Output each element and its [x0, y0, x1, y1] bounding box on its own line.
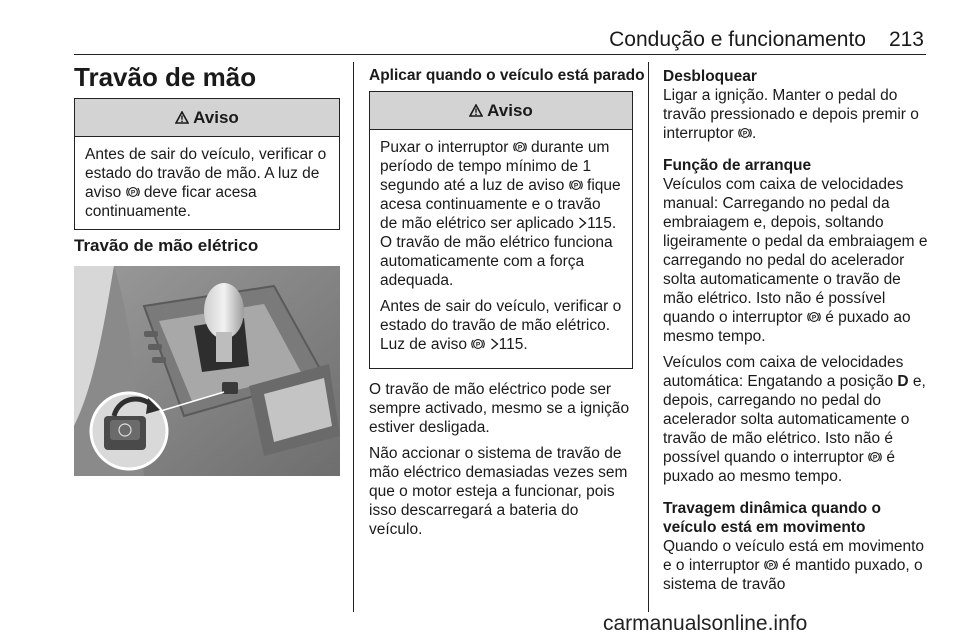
svg-text:P: P [476, 341, 481, 349]
warning-header [75, 99, 339, 137]
page-header [74, 24, 926, 55]
svg-text:P: P [130, 189, 135, 197]
page-reference-arrow-icon [578, 217, 587, 229]
parking-brake-photo [74, 266, 340, 476]
parking-brake-icon [738, 126, 752, 140]
subheading: Desbloquear [663, 68, 757, 85]
column-divider [648, 62, 649, 612]
warning-text: Antes de sair do veículo, verificar o estado do travão de mão. A luz de aviso P deve ficar acesa continuamente. [85, 146, 327, 220]
warning-triangle-icon [175, 111, 189, 124]
section-heading: Travão de mão [74, 62, 257, 92]
warning-box [74, 98, 340, 230]
body-text [369, 380, 635, 546]
parking-brake-icon [126, 185, 140, 199]
subheading: Função de arranque [663, 157, 812, 174]
warning-triangle-icon [469, 104, 483, 117]
svg-text:P: P [742, 130, 748, 138]
paragraph: Não accionar o sistema de travão de mão eléctrico demasiadas vezes sem que o motor esteja a funcionar, pois isso descarregará a bateria do veículo. [369, 445, 628, 538]
parking-brake-icon [868, 450, 882, 464]
svg-text:P: P [768, 562, 773, 570]
header-title: Condução e funcionamento [609, 28, 866, 51]
paragraph: O travão de mão eléctrico pode ser sempre activado, mesmo se a ignição estiver desligada. [369, 381, 630, 436]
page-number: 213 [888, 28, 924, 51]
parking-brake-icon [807, 310, 821, 324]
subheading: Travagem dinâmica quando o veículo está em movimento [663, 500, 881, 536]
svg-text:P: P [811, 314, 817, 322]
warning-box [369, 91, 633, 369]
svg-text:P: P [517, 144, 522, 152]
warning-text: Puxar o interruptor P durante um período de tempo mínimo de 1 segundo até a luz de aviso P fique acesa continuamente e o travão de mão elétrico ser aplicado 115. O travão de mão elétrico funciona automaticamente com a força adequada. Antes de sair do veículo, verificar o estado do travão de mão elétrico. Luz de aviso P 115. [380, 139, 622, 353]
page-reference-arrow-icon [490, 338, 499, 350]
parking-brake-icon [513, 140, 527, 154]
warning-title: Aviso [487, 100, 533, 120]
page-reference[interactable]: 115 [498, 336, 524, 353]
subsection-heading: Travão de mão elétrico [74, 236, 259, 255]
warning-header [370, 92, 632, 130]
warning-title: Aviso [193, 107, 239, 127]
watermark: carmanualsonline.info [603, 612, 808, 635]
subsection-heading: Aplicar quando o veículo está parado [369, 67, 645, 84]
svg-text:P: P [872, 454, 878, 462]
svg-text:P: P [573, 182, 578, 190]
page-reference[interactable]: 115 [587, 215, 612, 232]
parking-brake-icon [471, 337, 485, 351]
parking-brake-icon [569, 178, 583, 192]
body-text: Desbloquear Ligar a ignição. Manter o pedal do travão pressionado e depois premir o interruptor P . Função de arranque Veículos com caixa de velocidades manual: Carregando no pedal da embraiagem e, depois, soltando ligeiramente o pedal da embraiagem e carregando no pedal do acelerador solta automaticamente o travão de mão elétrico. Isto não é possível quando o interruptor P é puxado ao mesmo tempo. Veículos com caixa de velocidades automática: Engatando a posição D e, depois, carregando no pedal do acelerador solta automaticamente o travão de mão elétrico. Isto não é possível quando o interruptor P é puxado ao mesmo tempo. Travagem dinâmica quando o veículo está em movimento Quando o veículo está em movimento e o interruptor P é mantido puxado, o sistema de travão [663, 68, 928, 593]
parking-brake-icon [764, 558, 778, 572]
column-divider [353, 62, 354, 612]
